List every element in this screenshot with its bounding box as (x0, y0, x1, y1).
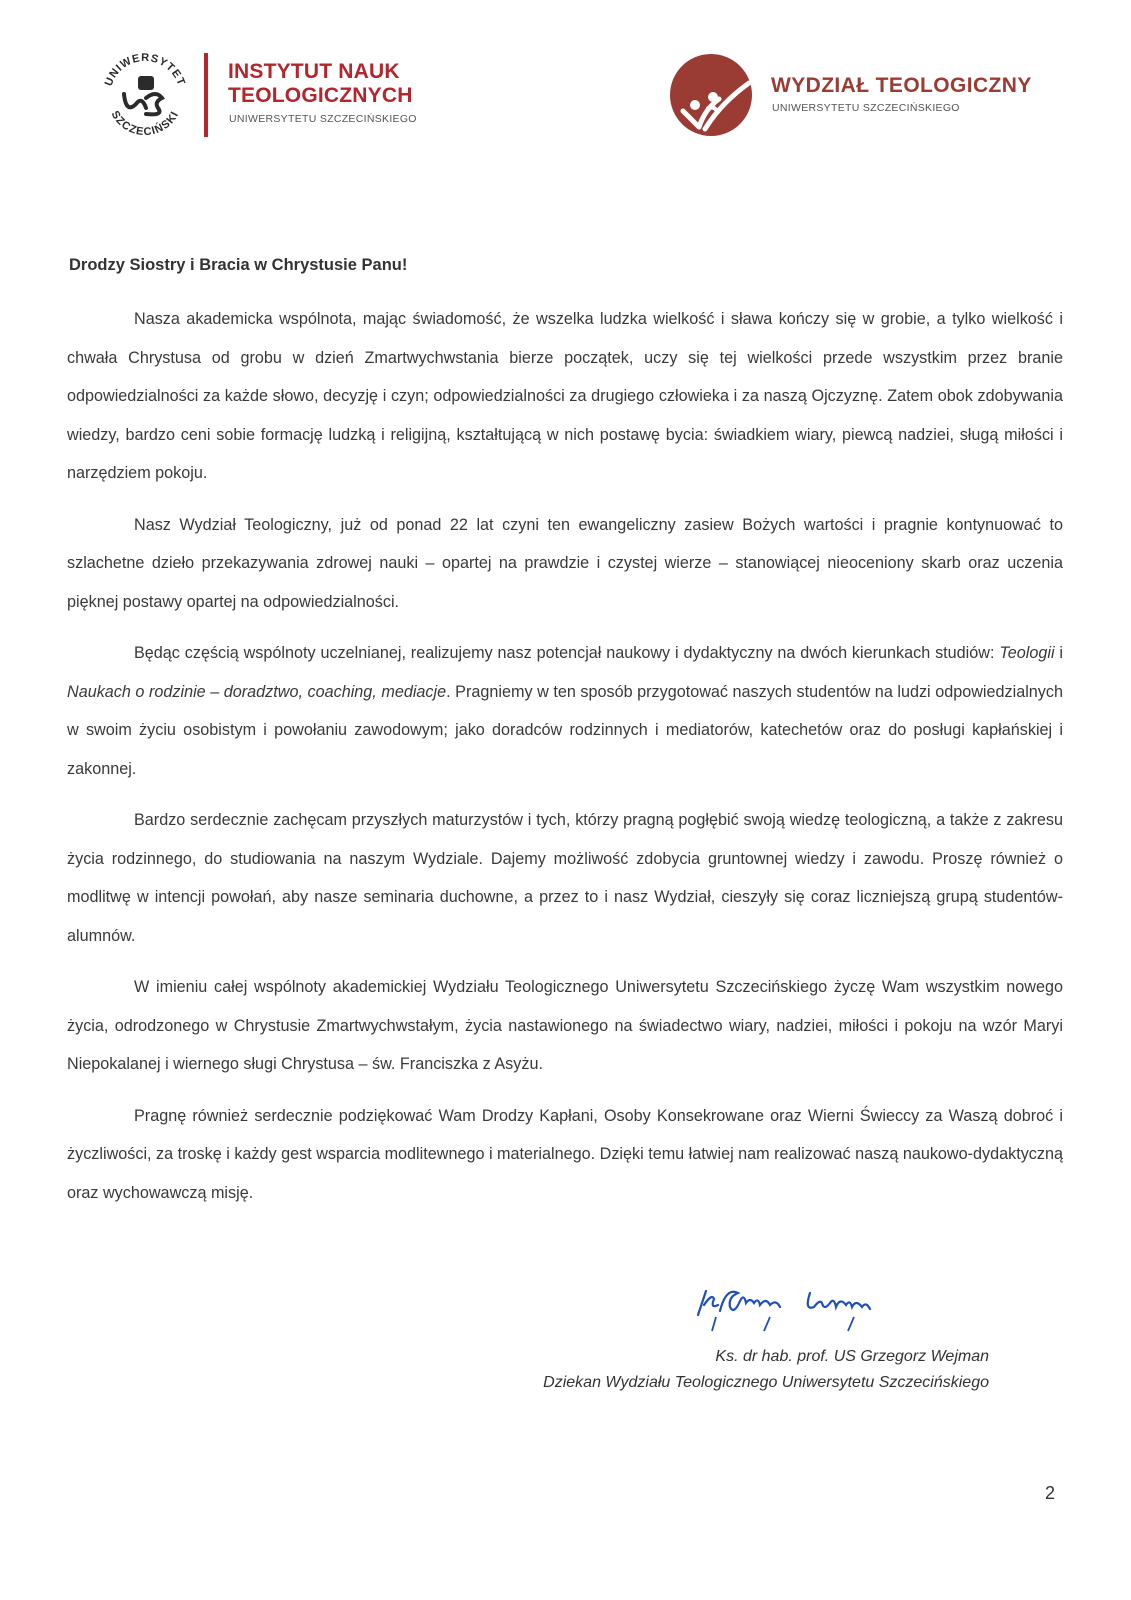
faculty-subtitle: UNIWERSYTETU SZCZECIŃSKIEGO (772, 102, 960, 114)
handwritten-signature (690, 1283, 950, 1333)
letter-body (67, 300, 1063, 1225)
study-program-theology: Teologii (999, 644, 1055, 662)
institute-title (228, 60, 413, 108)
divider-bar (204, 53, 208, 137)
institute-subtitle: UNIWERSYTETU SZCZECIŃSKIEGO (229, 113, 417, 125)
paragraph-1: Nasza akademicka wspólnota, mając świadomość, że wszelka ludzka wielkość i sława kończy się w grobie, a tylko wielkość i chwała Chrystusa od grobu w dzień Zmartwychwstania bierze początek, uczy się tej wielkości przede wszystkim przez branie odpowiedzialności za każde słowo, decyzję i czyn; odpowiedzialności za drugiego człowieka i za naszą Ojczyznę. Zatem obok zdobywania wiedzy, bardzo ceni sobie formację ludzką i religijną, kształtującą w nich postawę bycia: świadkiem wiary, piewcą nadziei, sługą miłości i narzędziem pokoju. (67, 310, 1063, 482)
signatory-name: Ks. dr hab. prof. US Grzegorz Wejman (715, 1348, 989, 1365)
svg-text:UNIWERSYTET: UNIWERSYTET (102, 51, 188, 88)
paragraph-6: Pragnę również serdecznie podziękować Wam Drodzy Kapłani, Osoby Konsekrowane oraz Wierni Świeccy za Waszą dobroć i życzliwości, za troskę i każdy gest wsparcia modlitewnego i materialnego. Dzięki temu łatwiej nam realizować naszą naukowo-dydaktyczną oraz wychowawczą misję. (67, 1106, 1063, 1202)
svg-text:SZCZECIŃSKI: SZCZECIŃSKI (108, 108, 182, 139)
paragraph-3-part-a: Będąc częścią wspólnoty uczelnianej, realizujemy nasz potencjał naukowy i dydaktyczny na dwóch kierunkach studiów: (134, 644, 1000, 662)
signature-icon (690, 1283, 950, 1333)
letterhead (0, 0, 1131, 160)
university-seal-logo (100, 48, 190, 143)
paragraph-4: Bardzo serdecznie zachęcam przyszłych maturzystów i tych, którzy pragną pogłębić swoją wiedzę teologiczną, a także z zakresu życia rodzinnego, do studiowania na naszym Wydziale. Dajemy możliwość zdobycia gruntownej wiedzy i zawodu. Proszę również o modlitwę w intencji powołań, aby nasze seminaria duchowne, a przez to i nasz Wydział, cieszyły się coraz liczniejszą grupą studentów-alumnów. (67, 811, 1063, 945)
paragraph-2: Nasz Wydział Teologiczny, już od ponad 22 lat czyni ten ewangeliczny zasiew Bożych wartości i pragnie kontynuować to szlachetne dzieło przekazywania zdrowej nauki – opartej na prawdzie i czystej wierze – stanowiącej nieoceniony skarb oraz uczenia pięknej postawy opartej na odpowiedzialności. (67, 515, 1063, 611)
university-seal-icon (100, 48, 190, 143)
paragraph-3-part-b: i (1054, 644, 1064, 662)
letter-greeting: Drodzy Siostry i Bracia w Chrystusie Panu! (69, 256, 408, 274)
paragraph-3 (67, 634, 1063, 788)
study-program-family: Naukach o rodzinie – doradztwo, coaching, mediacje (67, 682, 447, 701)
faculty-logo (669, 53, 753, 137)
faculty-emblem-icon (669, 53, 753, 137)
paragraph-5: W imieniu całej wspólnoty akademickiej Wydziału Teologicznego Uniwersytetu Szczecińskiego życzę Wam wszystkim nowego życia, odrodzonego w Chrystusie Zmartwychwstałym, życia nastawionego na świadectwo wiary, nadziei, miłości i pokoju na wzór Maryi Niepokalanej i wiernego sługi Chrystusa – św. Franciszka z Asyżu. (67, 978, 1063, 1073)
signatory-role: Dziekan Wydziału Teologicznego Uniwersytetu Szczecińskiego (543, 1374, 989, 1391)
page-number: 2 (1045, 1483, 1056, 1503)
paragraph-3-part-c: . Pragniemy w ten sposób przygotować naszych studentów na ludzi odpowiedzialnych w swoim życiu osobistym i powołaniu zawodowym; jako doradców rodzinnych i mediatorów, katechetów oraz do posługi kapłańskiej i zakonnej. (67, 682, 1063, 778)
faculty-title: WYDZIAŁ TEOLOGICZNY (771, 74, 1032, 97)
institute-title-line1: INSTYTUT NAUK (228, 60, 400, 83)
institute-title-line2: TEOLOGICZNYCH (228, 84, 413, 107)
